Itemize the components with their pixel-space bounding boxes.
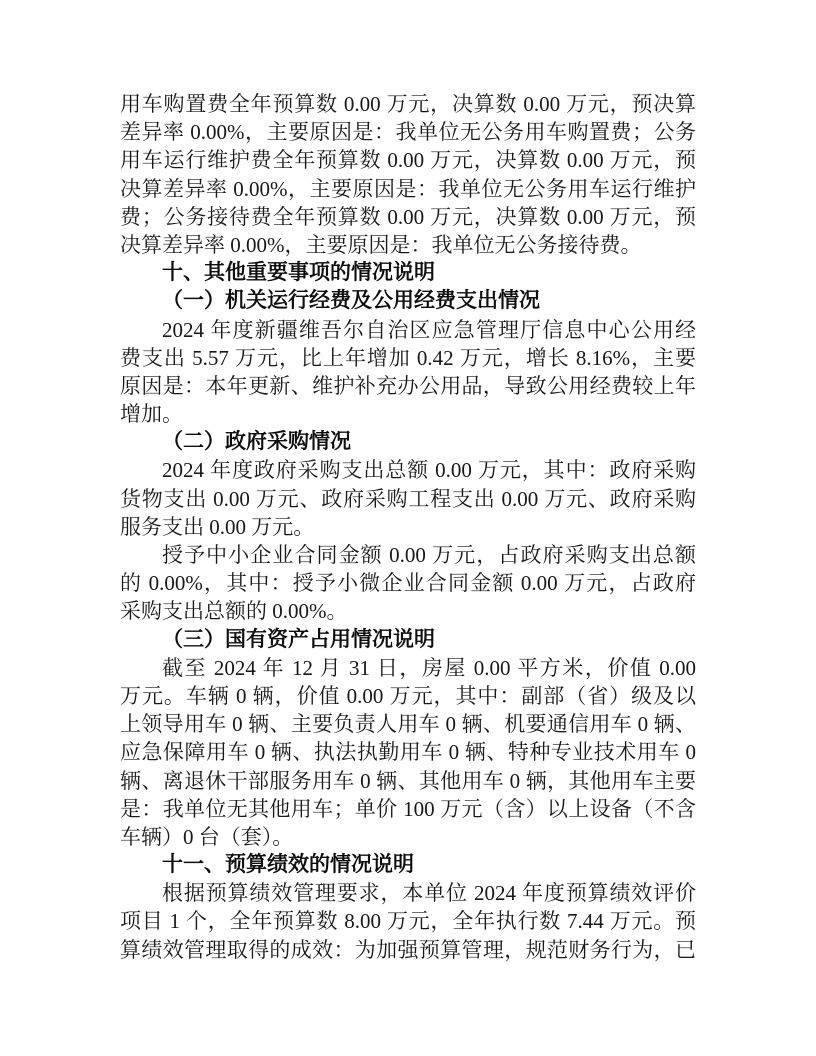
text-line: 上领导用车 0 辆、主要负责人用车 0 辆、机要通信用车 0 辆、 bbox=[120, 712, 696, 737]
text-line: 授予中小企业合同金额 0.00 万元，占政府采购支出总额 bbox=[162, 543, 696, 567]
text-line: 用车运行维护费全年预算数 0.00 万元，决算数 0.00 万元，预 bbox=[120, 148, 696, 173]
text-line: 根据预算绩效管理要求，本单位 2024 年度预算绩效评价 bbox=[162, 881, 696, 906]
section-heading: 十、其他重要事项的情况说明 bbox=[162, 261, 435, 285]
text-line: 算绩效管理取得的成效：为加强预算管理，规范财务行为，已 bbox=[120, 937, 696, 962]
section-heading: 十一、预算绩效的情况说明 bbox=[162, 853, 414, 877]
text-line: 差异率 0.00%，主要原因是：我单位无公务用车购置费；公务 bbox=[120, 120, 696, 145]
text-line: 是：我单位无其他用车；单价 100 万元（含）以上设备（不含 bbox=[120, 796, 696, 821]
text-line: 决算差异率 0.00%，主要原因是：我单位无公务接待费。 bbox=[120, 232, 642, 257]
text-line: 2024 年度政府采购支出总额 0.00 万元，其中：政府采购 bbox=[162, 458, 696, 483]
text-line: 服务支出 0.00 万元。 bbox=[120, 514, 315, 539]
text-line: 用车购置费全年预算数 0.00 万元，决算数 0.00 万元，预决算 bbox=[120, 92, 696, 116]
section-heading: （三）国有资产占用情况说明 bbox=[162, 627, 435, 651]
document-content bbox=[120, 90, 696, 964]
text-line: 决算差异率 0.00%，主要原因是：我单位无公务用车运行维护 bbox=[120, 176, 696, 201]
text-line: 费；公务接待费全年预算数 0.00 万元，决算数 0.00 万元，预 bbox=[120, 204, 696, 229]
text-line: 项目 1 个，全年预算数 8.00 万元，全年执行数 7.44 万元。预 bbox=[120, 909, 696, 934]
text-line: 2024 年度新疆维吾尔自治区应急管理厅信息中心公用经 bbox=[162, 317, 696, 342]
text-line: 的 0.00%，其中：授予小微企业合同金额 0.00 万元，占政府 bbox=[120, 571, 696, 596]
text-line: 辆、离退休干部服务用车 0 辆、其他用车 0 辆，其他用车主要 bbox=[120, 768, 696, 793]
text-line: 增加。 bbox=[120, 402, 183, 427]
text-line: 车辆）0 台（套）。 bbox=[120, 824, 294, 849]
section-heading: （二）政府采购情况 bbox=[162, 430, 351, 454]
text-line: 费支出 5.57 万元，比上年增加 0.42 万元，增长 8.16%，主要 bbox=[120, 345, 696, 370]
text-line: 截至 2024 年 12 月 31 日，房屋 0.00 平方米，价值 0.00 bbox=[162, 655, 696, 680]
text-line: 货物支出 0.00 万元、政府采购工程支出 0.00 万元、政府采购 bbox=[120, 486, 696, 511]
text-line: 万元。车辆 0 辆，价值 0.00 万元，其中：副部（省）级及以 bbox=[120, 683, 696, 708]
section-heading: （一）机关运行经费及公用经费支出情况 bbox=[162, 289, 540, 313]
text-line: 应急保障用车 0 辆、执法执勤用车 0 辆、特种专业技术用车 0 bbox=[120, 740, 696, 765]
text-line: 原因是：本年更新、维护补充办公用品，导致公用经费较上年 bbox=[120, 373, 696, 398]
text-line: 采购支出总额的 0.00%。 bbox=[120, 599, 348, 624]
